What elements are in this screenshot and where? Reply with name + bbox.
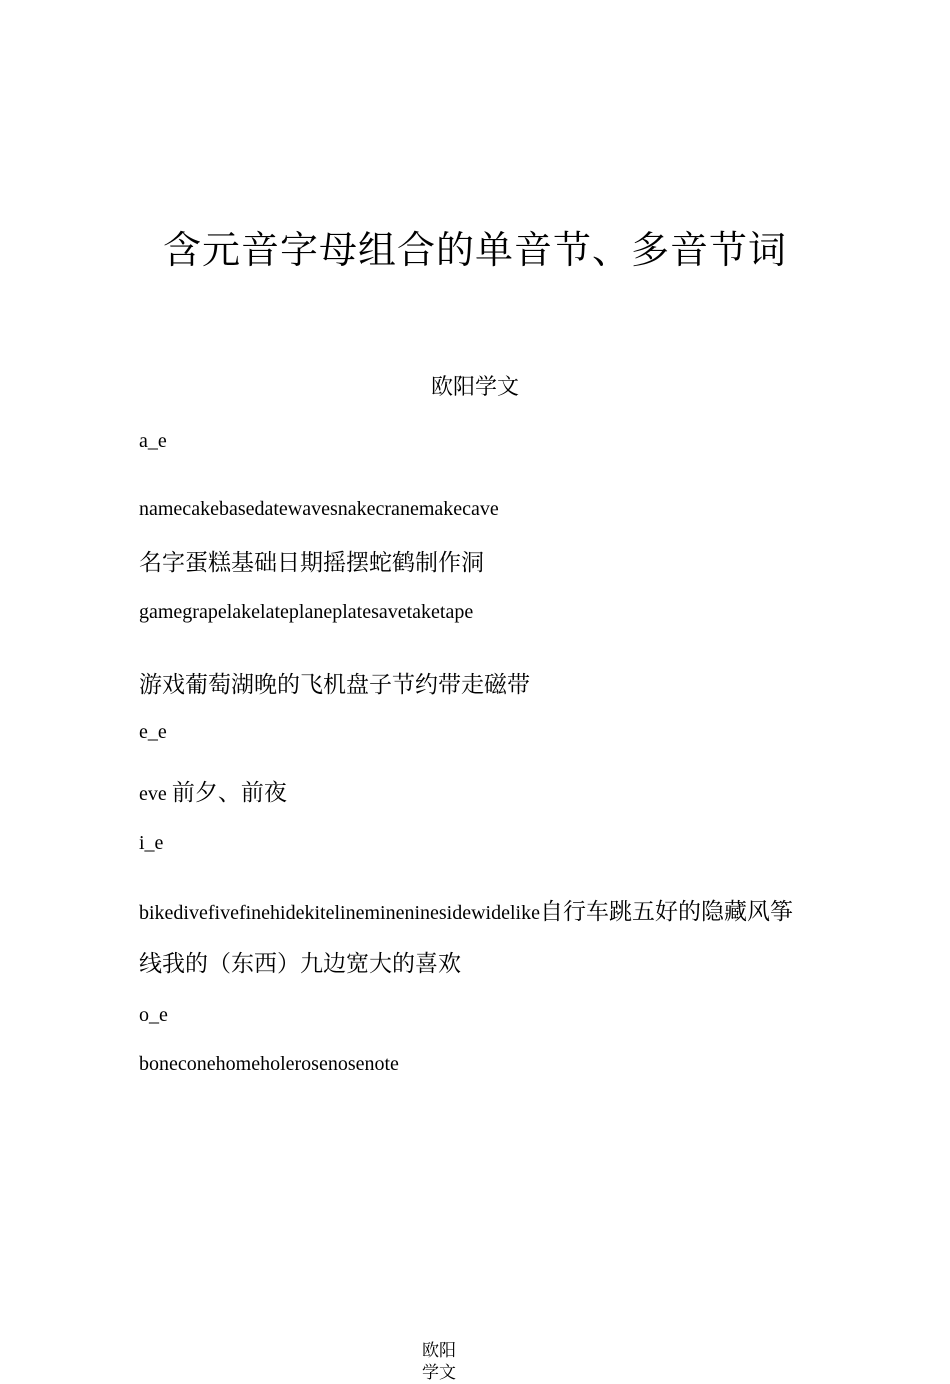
page-footer: 欧阳学文 bbox=[422, 1341, 456, 1383]
section-heading-a-e: a_e bbox=[139, 430, 167, 452]
meaning-e-e: 前夕、前夜 bbox=[171, 780, 287, 806]
section-heading-e-e: e_e bbox=[139, 721, 167, 743]
entry-i-e bbox=[139, 887, 804, 991]
meaning-list-a-e-1: 名字蛋糕基础日期摇摆蛇鹤制作洞 bbox=[139, 550, 484, 576]
word-list-i-e: bikedivefivefinehidekitelinemineninesidewidelike bbox=[139, 902, 540, 924]
word-list-o-e: boneconehomeholerosenosenote bbox=[139, 1053, 399, 1075]
entry-e-e bbox=[139, 774, 819, 807]
meaning-list-i-e: 自行车跳五好的隐藏风筝线我的（东西）九边宽大的喜欢 bbox=[139, 899, 793, 977]
word-list-a-e-1: namecakebasedatewavesnakecranemakecave bbox=[139, 498, 499, 520]
word-list-a-e-2: gamegrapelakelateplaneplatesavetaketape bbox=[139, 601, 474, 623]
section-heading-o-e: o_e bbox=[139, 1004, 168, 1026]
meaning-list-a-e-2: 游戏葡萄湖晚的飞机盘子节约带走磁带 bbox=[139, 672, 530, 698]
author-name: 欧阳学文 bbox=[430, 375, 519, 400]
document-title: 含元音字母组合的单音节、多音节词 bbox=[162, 228, 787, 272]
word-e-e: eve bbox=[139, 783, 167, 805]
section-heading-i-e: i_e bbox=[139, 832, 164, 854]
